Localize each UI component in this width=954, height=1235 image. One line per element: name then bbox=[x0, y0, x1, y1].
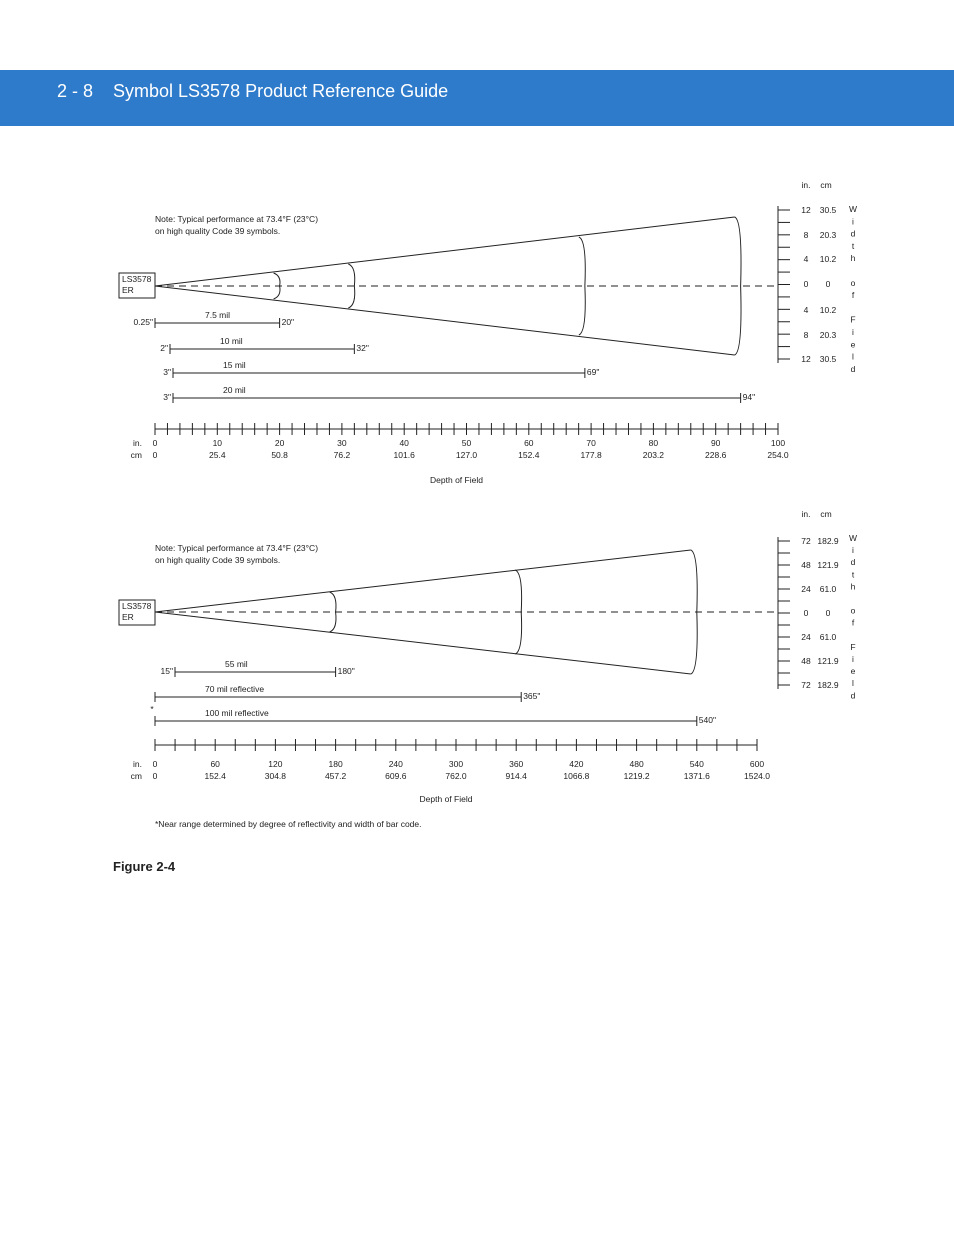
chart2-x-tick-label-in: 360 bbox=[509, 759, 524, 769]
chart2-width-tick-label-in: 48 bbox=[801, 560, 811, 570]
chart2-range-end-label: 540" bbox=[698, 715, 717, 725]
chart2-width-tick-label-cm: 182.9 bbox=[817, 536, 839, 546]
chart2-width-tick-label-cm: 61.0 bbox=[819, 584, 837, 594]
chart1-x-tick-label-in: 10 bbox=[212, 438, 223, 448]
chart2-x-tick-label-cm: 1066.8 bbox=[563, 771, 590, 781]
chart2-x-unit-cm: cm bbox=[130, 771, 142, 781]
chart2-x-tick-label-in: 540 bbox=[689, 759, 704, 769]
chart2-width-tick-label-in: 24 bbox=[801, 632, 811, 642]
chart2-x-tick-label-cm: 609.6 bbox=[385, 771, 407, 781]
chart2-x-tick-label-in: 180 bbox=[328, 759, 343, 769]
chart2-range-end-label: 365" bbox=[523, 691, 541, 701]
chart1-range-label: 10 mil bbox=[220, 336, 243, 346]
chart1-x-tick-label-cm: 203.2 bbox=[642, 450, 665, 460]
chart1-range-start-label: 3" bbox=[163, 367, 171, 377]
chart2-x-tick-label-cm: 1219.2 bbox=[623, 771, 650, 781]
chart1-width-unit-cm: cm bbox=[820, 180, 832, 190]
chart1-range-end-label: 20" bbox=[281, 317, 295, 327]
chart1-range-start-label: 2" bbox=[160, 343, 168, 353]
chart2-width-title-letter: d bbox=[850, 690, 856, 701]
chart1-x-tick-label-cm: 177.8 bbox=[580, 450, 602, 460]
chart1-width-title-letter: F bbox=[850, 314, 856, 325]
chart1-x-tick-label-in: 0 bbox=[152, 438, 158, 448]
chart2-width-title-letter: h bbox=[850, 581, 856, 592]
chart1-width-tick-label-cm: 10.2 bbox=[819, 305, 837, 315]
chart2-note-line: Note: Typical performance at 73.4°F (23°C) bbox=[155, 543, 319, 553]
chart1-x-tick-label-in: 70 bbox=[586, 438, 596, 448]
chart1-x-unit-cm: cm bbox=[130, 450, 142, 460]
chart2-width-title-letter: l bbox=[852, 678, 854, 689]
chart2-width-title-letter: F bbox=[850, 641, 856, 652]
chart1-range-start-label: 3" bbox=[163, 392, 171, 402]
chart1-scanner-label: LS3578 bbox=[122, 274, 152, 284]
chart2-width-tick-label-cm: 61.0 bbox=[819, 632, 837, 642]
chart1-x-tick-label-in: 40 bbox=[399, 438, 409, 448]
figure-caption: Figure 2-4 bbox=[113, 859, 176, 874]
chart2-width-tick-label-cm: 0 bbox=[825, 608, 831, 618]
chart2-width-tick-label-cm: 182.9 bbox=[817, 680, 839, 690]
chart2-width-tick-label-in: 72 bbox=[801, 680, 811, 690]
chart1-range-label: 20 mil bbox=[223, 385, 246, 395]
chart1-note-line: on high quality Code 39 symbols. bbox=[155, 226, 281, 236]
chart1-width-unit-in: in. bbox=[801, 180, 811, 190]
chart1-x-tick-label-in: 80 bbox=[648, 438, 659, 448]
chart2-x-tick-label-in: 420 bbox=[569, 759, 584, 769]
chart1-width-tick-label-in: 8 bbox=[803, 330, 809, 340]
chart2-x-tick-label-in: 60 bbox=[210, 759, 220, 769]
chart2-width-title-letter: i bbox=[852, 654, 854, 664]
chart1-x-tick-label-cm: 0 bbox=[152, 450, 158, 460]
chart2-range-end-label: 180" bbox=[337, 666, 355, 676]
page-number: 2 - 8 bbox=[57, 81, 94, 101]
chart2-width-title-letter: o bbox=[850, 605, 856, 616]
chart1-width-title-letter: o bbox=[850, 277, 856, 288]
chart1-width-title-letter: W bbox=[848, 204, 858, 214]
chart1-range-end-label: 69" bbox=[586, 367, 600, 377]
chart2-range-start-label: 15" bbox=[160, 666, 173, 676]
chart1-width-tick-label-cm: 20.3 bbox=[819, 230, 837, 240]
chart1-x-tick-label-in: 20 bbox=[274, 438, 285, 448]
chart2-width-title-letter: t bbox=[851, 569, 855, 580]
chart1-width-tick-label-in: 4 bbox=[803, 305, 809, 315]
chart1-x-tick-label-in: 90 bbox=[710, 438, 721, 448]
chart2-range-label: 55 mil bbox=[225, 659, 248, 669]
chart1-width-tick-label-cm: 10.2 bbox=[819, 254, 837, 264]
chart1-width-tick-label-in: 0 bbox=[803, 279, 809, 289]
chart1-width-tick-label-in: 12 bbox=[801, 205, 811, 215]
chart1-note-line: Note: Typical performance at 73.4°F (23°C) bbox=[155, 214, 319, 224]
chart2-width-title-letter: e bbox=[850, 666, 856, 677]
chart1-x-tick-label-cm: 228.6 bbox=[705, 450, 727, 460]
chart1-x-axis-title: Depth of Field bbox=[430, 475, 483, 485]
chart2-width-unit-cm: cm bbox=[820, 509, 832, 519]
chart2-x-tick-label-cm: 914.4 bbox=[505, 771, 527, 781]
chart1-width-title-letter: i bbox=[852, 216, 854, 227]
chart1-width-title-letter: e bbox=[850, 339, 856, 350]
chart2-x-tick-label-in: 300 bbox=[448, 759, 464, 769]
chart2-x-tick-label-cm: 304.8 bbox=[264, 771, 287, 781]
chart2-x-tick-label-in: 0 bbox=[152, 759, 158, 769]
chart2-width-tick-label-in: 72 bbox=[801, 536, 811, 546]
chart2-width-unit-in: in. bbox=[801, 509, 811, 519]
chart2-width-title-letter: d bbox=[850, 557, 856, 568]
chart1-x-tick-label-cm: 101.6 bbox=[393, 450, 415, 460]
chart1-range-start-label: 0.25" bbox=[133, 317, 153, 327]
chart1-x-tick-label-in: 100 bbox=[770, 438, 786, 448]
chart2-width-title-letter: W bbox=[848, 533, 858, 543]
chart2-x-tick-label-in: 240 bbox=[388, 759, 403, 769]
chart1-width-tick-label-cm: 30.5 bbox=[819, 354, 837, 364]
chart1-width-title-letter: f bbox=[851, 290, 855, 301]
chart2-x-tick-label-cm: 0 bbox=[152, 771, 158, 781]
chart2-x-tick-label-cm: 1524.0 bbox=[744, 771, 770, 781]
chart1-width-title-letter: d bbox=[850, 228, 856, 239]
chart1-range-end-label: 32" bbox=[356, 343, 369, 353]
chart2-width-title-letter: i bbox=[852, 545, 854, 556]
chart1-x-tick-label-cm: 127.0 bbox=[455, 450, 478, 460]
chart1-x-tick-label-cm: 25.4 bbox=[209, 450, 226, 460]
chart1-x-tick-label-in: 60 bbox=[524, 438, 534, 448]
chart2-near-range-marker: * bbox=[150, 704, 154, 714]
page-title: Symbol LS3578 Product Reference Guide bbox=[113, 81, 449, 101]
chart1-x-tick-label-cm: 50.8 bbox=[271, 450, 288, 460]
chart1-width-title-letter: i bbox=[852, 327, 854, 337]
chart2-x-tick-label-in: 120 bbox=[268, 759, 283, 769]
chart1-width-tick-label-in: 12 bbox=[801, 354, 811, 364]
chart1-x-unit-in: in. bbox=[133, 438, 142, 448]
chart2-x-tick-label-in: 600 bbox=[749, 759, 765, 769]
chart2-scanner-label: ER bbox=[122, 612, 134, 622]
chart1-range-label: 15 mil bbox=[223, 360, 246, 370]
chart2-width-title-letter: f bbox=[851, 617, 855, 628]
chart1-width-tick-label-cm: 20.3 bbox=[819, 330, 837, 340]
chart2-note-line: on high quality Code 39 symbols. bbox=[155, 555, 281, 565]
chart1-x-tick-label-cm: 254.0 bbox=[767, 450, 789, 460]
chart2-width-tick-label-in: 48 bbox=[801, 656, 811, 666]
chart2-width-tick-label-in: 24 bbox=[801, 584, 811, 594]
chart2-x-tick-label-in: 480 bbox=[629, 759, 644, 769]
chart2-x-tick-label-cm: 1371.6 bbox=[683, 771, 710, 781]
chart2-width-tick-label-cm: 121.9 bbox=[817, 560, 839, 570]
chart2-x-tick-label-cm: 152.4 bbox=[204, 771, 226, 781]
chart1-x-tick-label-cm: 76.2 bbox=[333, 450, 351, 460]
chart2-width-tick-label-cm: 121.9 bbox=[817, 656, 839, 666]
chart2-x-tick-label-cm: 457.2 bbox=[324, 771, 347, 781]
chart1-width-title-letter: l bbox=[852, 351, 854, 362]
chart2-width-tick-label-in: 0 bbox=[803, 608, 809, 618]
chart2-x-unit-in: in. bbox=[133, 759, 142, 769]
chart2-range-label: 100 mil reflective bbox=[205, 708, 269, 718]
chart1-x-tick-label-in: 50 bbox=[461, 438, 472, 448]
chart2-x-axis-title: Depth of Field bbox=[419, 794, 473, 804]
chart1-width-tick-label-cm: 0 bbox=[825, 279, 831, 289]
chart1-width-tick-label-cm: 30.5 bbox=[819, 205, 837, 215]
chart1-range-label: 7.5 mil bbox=[205, 310, 231, 320]
chart2-scanner-label: LS3578 bbox=[122, 601, 152, 611]
chart2-x-tick-label-cm: 762.0 bbox=[445, 771, 467, 781]
chart1-x-tick-label-in: 30 bbox=[337, 438, 347, 448]
chart1-width-tick-label-in: 8 bbox=[803, 230, 809, 240]
chart1-scanner-label: ER bbox=[122, 285, 134, 295]
chart1-width-tick-label-in: 4 bbox=[803, 254, 809, 264]
chart1-range-end-label: 94" bbox=[742, 392, 756, 402]
chart1-width-title-letter: h bbox=[850, 253, 856, 264]
chart1-width-title-letter: d bbox=[850, 363, 856, 374]
chart1-width-title-letter: t bbox=[851, 240, 855, 251]
chart1-x-tick-label-cm: 152.4 bbox=[518, 450, 540, 460]
chart2-range-label: 70 mil reflective bbox=[205, 684, 265, 694]
footnote: *Near range determined by degree of reflectivity and width of bar code. bbox=[155, 819, 422, 829]
